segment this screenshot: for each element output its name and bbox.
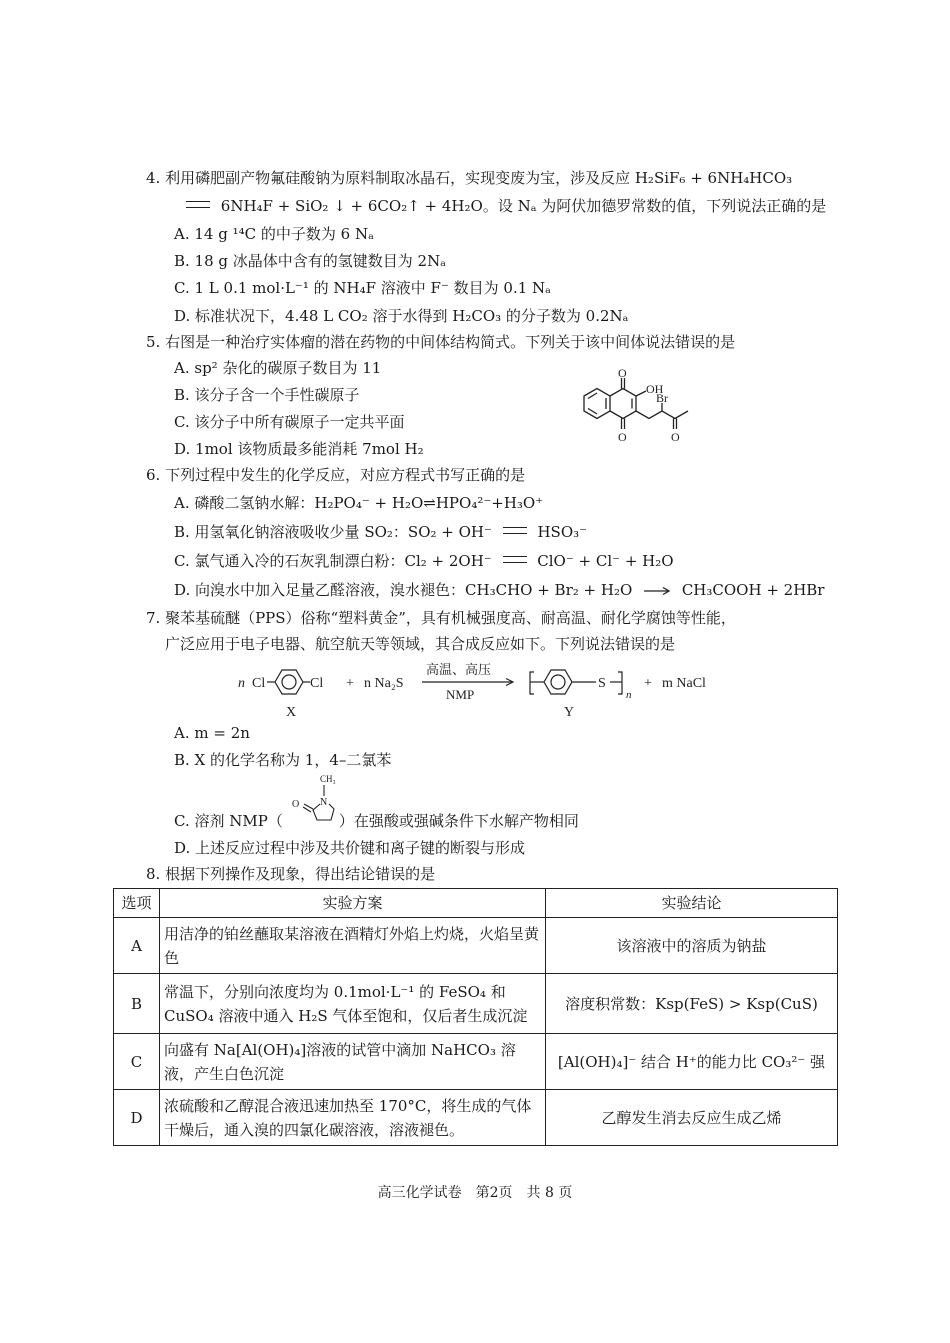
q6-option-c (174, 551, 674, 571)
nmp-methyl: CH₃ (320, 774, 336, 784)
q8-experiment-table (113, 888, 838, 1146)
q7-option-d: D. 上述反应过程中涉及共价键和离子键的断裂与形成 (174, 839, 526, 857)
row-option: B (114, 974, 160, 1034)
table-row (114, 974, 838, 1034)
row-conclusion: 乙醇发生消去反应生成乙烯 (546, 1090, 838, 1146)
rxn-condition-bottom: NMP (446, 687, 475, 702)
q4-stem-line2 (180, 196, 826, 216)
equals-sign (503, 556, 527, 563)
q6-option-d-left: D. 向溴水中加入足量乙醛溶液，溴水褪色：CH₃CHO + Br₂ + H₂O (174, 581, 633, 599)
row-plan: 向盛有 Na[Al(OH)₄]溶液的试管中滴加 NaHCO₃ 溶液，产生白色沉淀 (160, 1034, 546, 1090)
rxn-chlorine-right: Cl (310, 676, 324, 691)
nmp-oxygen: O (292, 799, 300, 810)
right-arrow-icon (643, 586, 671, 596)
q6-option-d-right: CH₃COOH + 2HBr (681, 581, 825, 599)
q4-equation-products: 6NH₄F + SiO₂ ↓ + 6CO₂↑ + 4H₂O。设 Nₐ 为阿伏加德罗常数的值，下列说法正确的是 (220, 197, 827, 215)
mol-hydroxyl: OH (646, 382, 664, 396)
q4-option-c: C. 1 L 0.1 mol·L⁻¹ 的 NH₄F 溶液中 F⁻ 数目为 0.1 Nₐ (174, 279, 551, 297)
rxn-plus-2: + (644, 676, 652, 691)
row-conclusion: 该溶液中的溶质为钠盐 (546, 918, 838, 974)
q7-option-c (174, 811, 579, 831)
row-conclusion: 溶度积常数：Ksp(FeS) > Ksp(CuS) (546, 974, 838, 1034)
q4-stem-line1: 4. 利用磷肥副产物氟硅酸钠为原料制取冰晶石，实现变废为宝，涉及反应 H₂SiF₆ + 6NH₄HCO₃ (146, 169, 793, 187)
rxn-polymer-n: n (626, 689, 632, 701)
rxn-chlorine-left: Cl (252, 676, 266, 691)
header-option: 选项 (114, 889, 160, 918)
equals-sign (503, 527, 527, 534)
table-row (114, 1090, 838, 1146)
q5-option-b: B. 该分子含一个手性碳原子 (174, 386, 360, 404)
q6-option-c-left: C. 氯气通入冷的石灰乳制漂白粉：Cl₂ + 2OH⁻ (174, 552, 492, 570)
row-plan: 用洁净的铂丝蘸取某溶液在酒精灯外焰上灼烧，火焰呈黄色 (160, 918, 546, 974)
rxn-sodium-sulfide: n Na₂S (364, 676, 404, 691)
q6-option-a: A. 磷酸二氢钠水解：H₂PO₄⁻ + H₂O⇌HPO₄²⁻+H₃O⁺ (174, 494, 544, 512)
rxn-coefficient-n: n (238, 676, 245, 691)
q4-option-a: A. 14 g ¹⁴C 的中子数为 6 Nₐ (174, 225, 374, 243)
q6-stem: 6. 下列过程中发生的化学反应，对应方程式书写正确的是 (146, 466, 526, 484)
q7-option-b: B. X 的化学名称为 1，4–二氯苯 (174, 751, 392, 769)
header-conclusion: 实验结论 (546, 889, 838, 918)
q6-option-c-right: ClO⁻ + Cl⁻ + H₂O (537, 552, 674, 570)
rxn-label-y: Y (564, 705, 575, 720)
row-conclusion: [Al(OH)₄]⁻ 结合 H⁺的能力比 CO₃²⁻ 强 (546, 1034, 838, 1090)
q5-option-d: D. 1mol 该物质最多能消耗 7mol H₂ (174, 440, 424, 458)
mol-oxygen-bottom: O (618, 430, 627, 444)
q7-stem-line1: 7. 聚苯基硫醚（PPS）俗称“塑料黄金”，具有机械强度高、耐高温、耐化学腐蚀等性能， (146, 609, 736, 627)
table-row (114, 918, 838, 974)
q6-option-b-right: HSO₃⁻ (537, 523, 588, 541)
q5-stem: 5. 右图是一种治疗实体瘤的潜在药物的中间体结构简式。下列关于该中间体说法错误的是 (146, 333, 736, 351)
row-plan: 常温下，分别向浓度均为 0.1mol·L⁻¹ 的 FeSO₄ 和 CuSO₄ 溶液中通入 H₂S 气体至饱和，仅后者生成沉淀 (160, 974, 546, 1034)
table-header-row (114, 889, 838, 918)
row-option: D (114, 1090, 160, 1146)
mol-oxygen-top: O (618, 366, 627, 380)
q4-option-d: D. 标准状况下，4.48 L CO₂ 溶于水得到 H₂CO₃ 的分子数为 0.2Nₐ (174, 307, 629, 325)
nmp-nitrogen: N (320, 797, 328, 808)
mol-oxygen-ketone: O (671, 430, 680, 444)
page-footer: 高三化学试卷 第2页 共 8 页 (377, 1185, 573, 1201)
row-plan: 浓硫酸和乙醇混合液迅速加热至 170°C，将生成的气体干燥后，通入溴的四氯化碳溶液，溶液褪色。 (160, 1090, 546, 1146)
q5-option-a: A. sp² 杂化的碳原子数目为 11 (174, 359, 382, 377)
q4-option-b: B. 18 g 冰晶体中含有的氢键数目为 2Nₐ (174, 252, 447, 270)
q5-molecule-structure (570, 366, 710, 460)
q7-option-c-right: ）在强酸或强碱条件下水解产物相同 (338, 812, 579, 830)
q7-reaction-scheme (230, 656, 720, 722)
rxn-condition-top: 高温、高压 (426, 662, 492, 677)
row-option: A (114, 918, 160, 974)
equals-sign (186, 201, 210, 208)
q6-option-b-left: B. 用氢氧化钠溶液吸收少量 SO₂：SO₂ + OH⁻ (174, 523, 492, 541)
row-option: C (114, 1034, 160, 1090)
rxn-sodium-chloride: m NaCl (662, 676, 706, 691)
q8-stem: 8. 根据下列操作及现象，得出结论错误的是 (146, 865, 436, 883)
q6-option-d (174, 580, 824, 600)
header-plan: 实验方案 (160, 889, 546, 918)
q7-option-a: A. m = 2n (174, 724, 250, 742)
q7-stem-line2: 广泛应用于电子电器、航空航天等领域，其合成反应如下。下列说法错误的是 (165, 635, 676, 653)
mol-bromine: Br (656, 391, 668, 405)
rxn-plus: + (346, 676, 354, 691)
q5-option-c: C. 该分子中所有碳原子一定共平面 (174, 413, 405, 431)
table-row (114, 1034, 838, 1090)
q6-option-b (174, 522, 587, 542)
rxn-sulfur: S (598, 676, 606, 691)
rxn-label-x: X (286, 705, 297, 720)
q7-option-c-left: C. 溶剂 NMP（ (174, 812, 283, 830)
